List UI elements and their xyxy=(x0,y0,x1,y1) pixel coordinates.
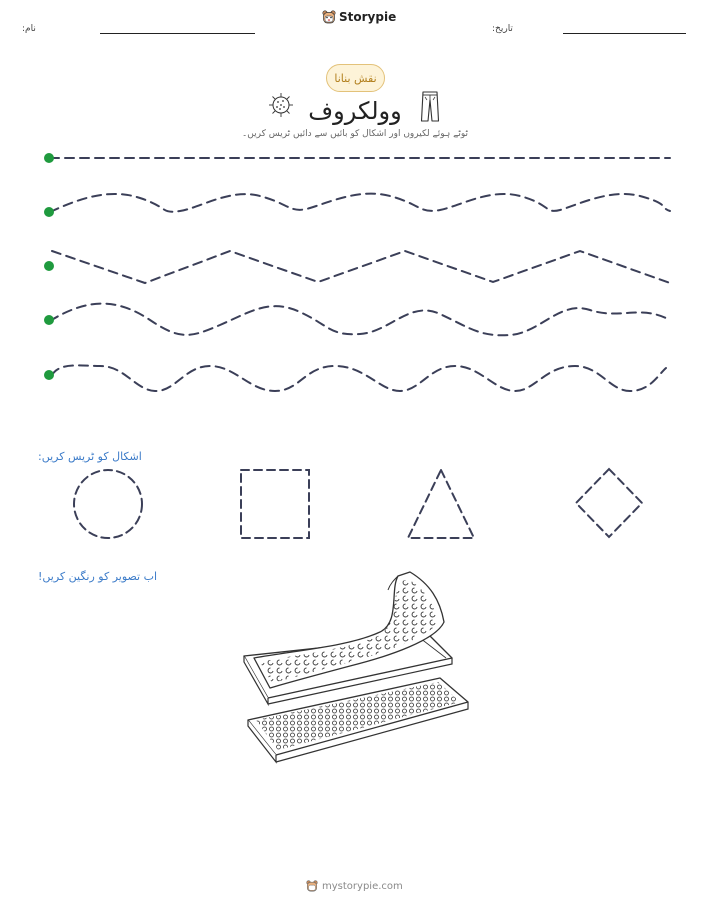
shape-circle xyxy=(74,470,142,538)
date-label: تاریخ: xyxy=(492,24,513,34)
shape-triangle xyxy=(408,470,474,538)
coloring-section-title: اب تصویر کو رنگین کریں! xyxy=(38,570,158,583)
velcro-strips-illustration xyxy=(240,570,470,770)
shape-square xyxy=(241,470,309,538)
bear-logo-icon xyxy=(306,880,318,892)
brand-name: Storypie xyxy=(339,10,397,24)
footer xyxy=(306,880,403,892)
name-label: نام: xyxy=(22,24,36,34)
page-title: وولکروف xyxy=(308,97,402,125)
shape-diamond xyxy=(576,469,642,537)
instruction-text: ٹوٹے ہوئے لکیروں اور اشکال کو بائیں سے دائیں ٹریس کریں۔ xyxy=(241,129,469,139)
footer-link[interactable]: mystorypie.com xyxy=(322,880,403,892)
activity-badge: نقش بنانا xyxy=(326,64,385,92)
shapes-section-title: اشکال کو ٹریس کریں: xyxy=(38,450,142,463)
